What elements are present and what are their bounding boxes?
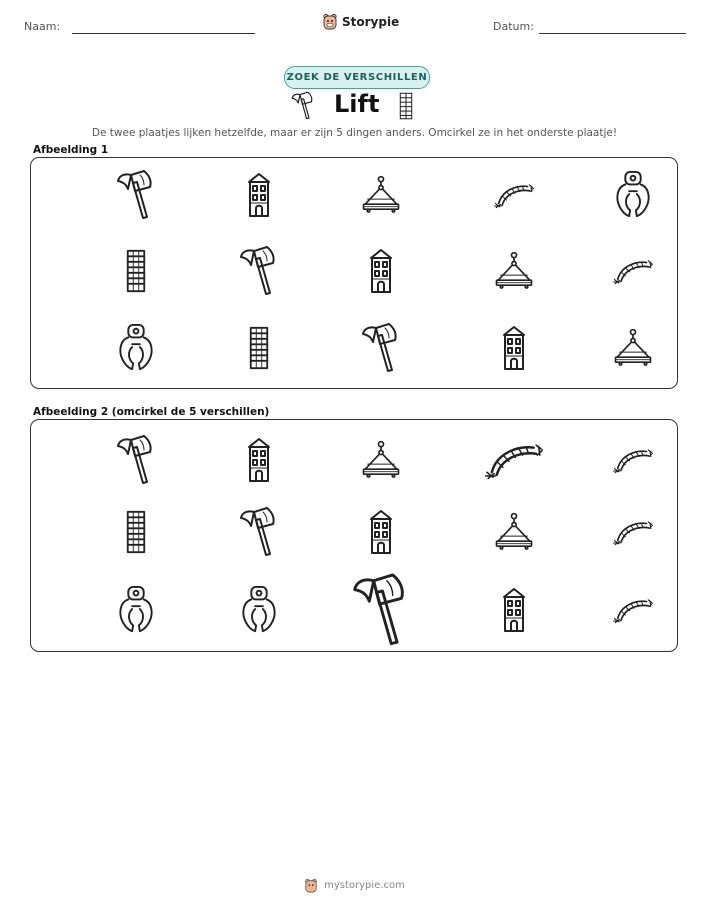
picture1-cell-r2-c5 — [611, 254, 655, 288]
picture1-cell-r3-c5 — [613, 328, 653, 368]
building-icon — [398, 92, 414, 120]
tower-icon — [501, 587, 527, 633]
storypie-mascot-icon — [304, 878, 318, 893]
building-icon — [125, 510, 147, 554]
claw-icon — [116, 323, 156, 373]
claw-icon — [239, 585, 279, 635]
platform-icon — [494, 512, 534, 552]
footer — [0, 878, 709, 893]
tower-icon — [246, 437, 272, 483]
rope-icon — [611, 515, 655, 549]
page-title: Lift — [334, 90, 380, 118]
picture1-cell-r1-c2 — [246, 172, 272, 218]
picture2-label: Afbeelding 2 (omcirkel de 5 verschillen) — [33, 406, 270, 418]
picture2-cell-r3-c4[interactable] — [501, 587, 527, 633]
instructions-text: De twee plaatjes lijken hetzelfde, maar er zijn 5 dingen anders. Omcirkel ze in het onderste plaatje! — [91, 127, 618, 139]
claw-icon — [613, 170, 653, 220]
picture1-panel — [30, 157, 678, 389]
platform-icon — [613, 328, 653, 368]
picture1-cell-r2-c2 — [239, 245, 279, 297]
worksheet-type-badge: ZOEK DE VERSCHILLEN — [284, 66, 430, 89]
axe-icon — [290, 91, 316, 121]
platform-icon — [361, 175, 401, 215]
picture2-cell-r2-c4[interactable] — [494, 512, 534, 552]
rope-icon — [492, 178, 536, 212]
picture1-cell-r1-c4 — [492, 178, 536, 212]
tower-icon — [501, 325, 527, 371]
picture1-cell-r2-c3 — [368, 248, 394, 294]
platform-icon — [361, 440, 401, 480]
picture2-cell-r3-c1[interactable] — [116, 585, 156, 635]
building-icon — [248, 326, 270, 370]
axe-icon — [361, 322, 401, 374]
axe-icon — [116, 169, 156, 221]
brand-name: Storypie — [342, 14, 400, 29]
tower-icon — [368, 248, 394, 294]
picture1-cell-r1-c3 — [361, 175, 401, 215]
picture1-cell-r3-c4 — [501, 325, 527, 371]
picture2-cell-r3-c3[interactable] — [351, 572, 411, 648]
building-icon — [125, 249, 147, 293]
picture2-cell-r2-c5[interactable] — [611, 515, 655, 549]
rope-icon — [482, 435, 546, 485]
picture1-cell-r1-c1 — [116, 169, 156, 221]
picture2-cell-r1-c3[interactable] — [361, 440, 401, 480]
brand-logo — [322, 13, 399, 30]
rope-icon — [611, 254, 655, 288]
axe-icon — [239, 506, 279, 558]
claw-icon — [116, 585, 156, 635]
picture1-cell-r1-c5 — [613, 170, 653, 220]
picture1-cell-r3-c2 — [248, 326, 270, 370]
picture2-cell-r1-c5[interactable] — [611, 443, 655, 477]
name-label: Naam: — [24, 20, 61, 33]
axe-icon — [239, 245, 279, 297]
tower-icon — [368, 509, 394, 555]
picture1-cell-r3-c1 — [116, 323, 156, 373]
picture2-cell-r1-c1[interactable] — [116, 434, 156, 486]
axe-icon — [351, 572, 411, 648]
picture2-cell-r3-c5[interactable] — [611, 593, 655, 627]
platform-icon — [494, 251, 534, 291]
footer-url[interactable]: mystorypie.com — [324, 880, 405, 891]
picture2-cell-r3-c2[interactable] — [239, 585, 279, 635]
picture2-cell-r2-c2[interactable] — [239, 506, 279, 558]
rope-icon — [611, 593, 655, 627]
axe-icon — [116, 434, 156, 486]
picture1-cell-r2-c4 — [494, 251, 534, 291]
picture2-cell-r1-c4[interactable] — [482, 435, 546, 485]
picture2-cell-r1-c2[interactable] — [246, 437, 272, 483]
picture1-cell-r2-c1 — [125, 249, 147, 293]
picture2-cell-r2-c1[interactable] — [125, 510, 147, 554]
date-label: Datum: — [493, 20, 534, 33]
storypie-mascot-icon — [322, 13, 338, 30]
date-line[interactable] — [539, 33, 686, 34]
tower-icon — [246, 172, 272, 218]
picture1-cell-r3-c3 — [361, 322, 401, 374]
picture1-label: Afbeelding 1 — [33, 144, 109, 156]
picture2-cell-r2-c3[interactable] — [368, 509, 394, 555]
picture2-panel[interactable] — [30, 419, 678, 652]
name-line[interactable] — [72, 33, 255, 34]
rope-icon — [611, 443, 655, 477]
